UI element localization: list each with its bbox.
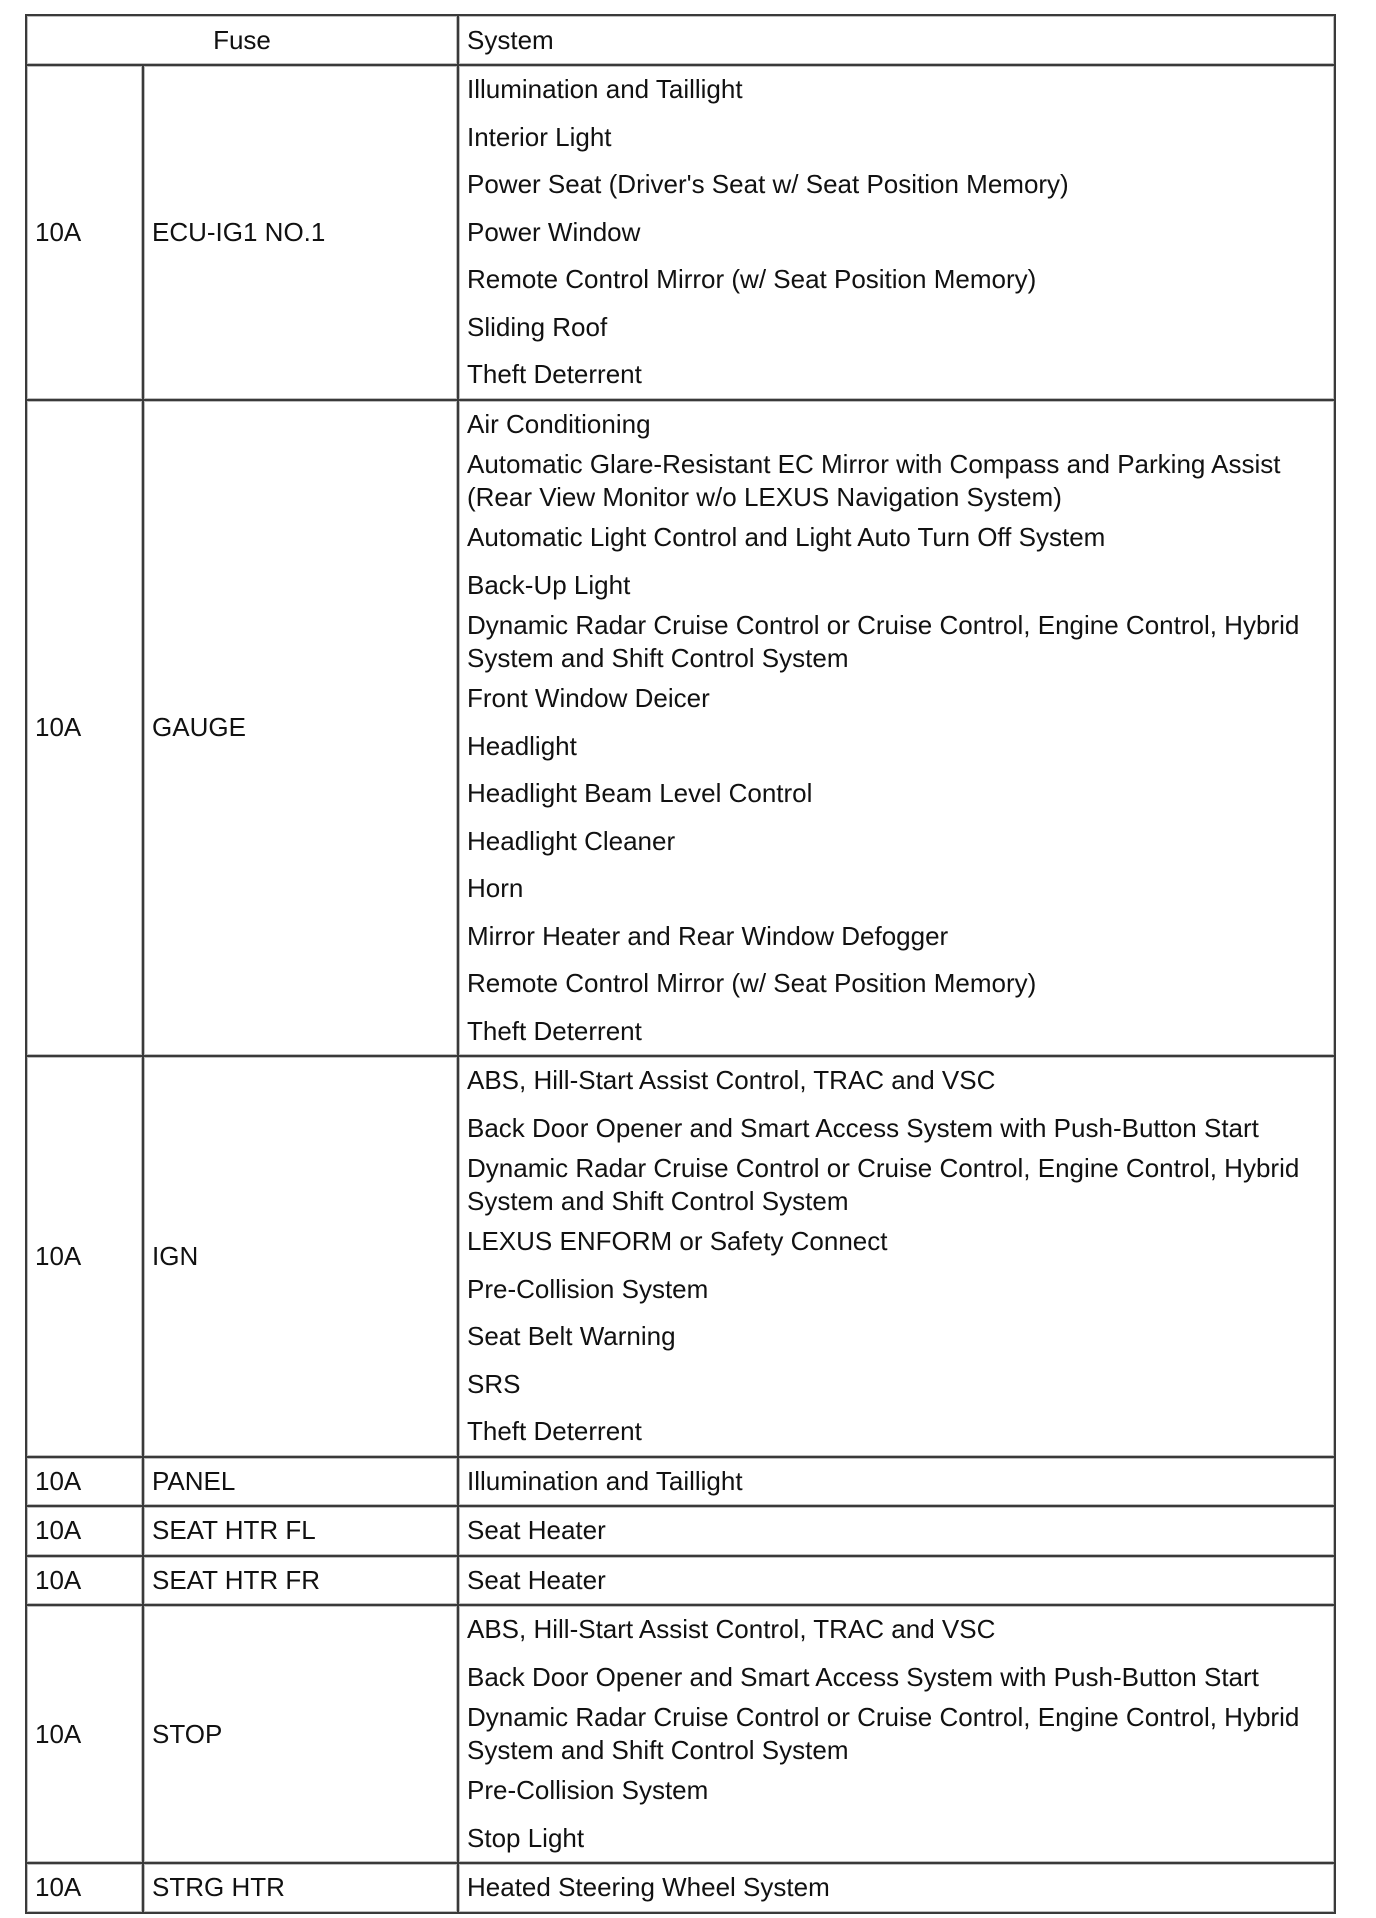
system-item-text: Air Conditioning bbox=[467, 408, 651, 439]
system-item bbox=[467, 1606, 1326, 1654]
system-item bbox=[467, 1701, 1326, 1767]
system-item-text: Headlight Beam Level Control bbox=[467, 778, 813, 809]
system-item bbox=[467, 1767, 1326, 1815]
system-item bbox=[467, 562, 1326, 610]
fuse-name-cell: PANEL bbox=[143, 1457, 458, 1507]
system-item-text: Dynamic Radar Cruise Control or Cruise Control, Engine Control, Hybrid System and Shift Control System bbox=[467, 1702, 1300, 1765]
system-item bbox=[467, 770, 1326, 818]
fuse-system-table bbox=[25, 14, 1336, 1914]
fuse-amperage-cell: 10A bbox=[26, 1457, 143, 1507]
fuse-name-cell: SEAT HTR FL bbox=[143, 1506, 458, 1556]
system-item bbox=[467, 1507, 1326, 1555]
fuse-column-header: Fuse bbox=[26, 15, 458, 65]
system-item-text: LEXUS ENFORM or Safety Connect bbox=[467, 1226, 888, 1257]
system-item bbox=[467, 1313, 1326, 1361]
fuse-amperage-cell: 10A bbox=[26, 400, 143, 1057]
system-item-text: Remote Control Mirror (w/ Seat Position Memory) bbox=[467, 968, 1037, 999]
fuse-amperage-cell: 10A bbox=[26, 1506, 143, 1556]
system-item bbox=[467, 675, 1326, 723]
table-row bbox=[26, 1863, 1335, 1913]
fuse-amperage-cell: 10A bbox=[26, 1605, 143, 1863]
system-item bbox=[467, 1408, 1326, 1456]
system-item-text: Automatic Glare-Resistant EC Mirror with Compass and Parking Assist (Rear View Monitor w/o LEXUS Navigation System) bbox=[467, 449, 1281, 512]
fuse-name-cell: STRG HTR bbox=[143, 1863, 458, 1913]
system-item-text: Interior Light bbox=[467, 121, 612, 152]
table-header-row bbox=[26, 15, 1335, 65]
fuse-amperage-cell: 10A bbox=[26, 1863, 143, 1913]
system-item bbox=[467, 1008, 1326, 1056]
system-item-text: Stop Light bbox=[467, 1822, 585, 1853]
fuse-name-cell: IGN bbox=[143, 1056, 458, 1457]
table-row bbox=[26, 400, 1335, 1057]
system-item bbox=[467, 1458, 1326, 1506]
system-item-text: Seat Heater bbox=[467, 1564, 606, 1595]
system-list-cell bbox=[458, 1605, 1335, 1863]
system-item bbox=[467, 723, 1326, 771]
system-item-text: Seat Heater bbox=[467, 1515, 606, 1546]
table-row bbox=[26, 1605, 1335, 1863]
system-item bbox=[467, 1654, 1326, 1702]
table-row bbox=[26, 1506, 1335, 1556]
system-item bbox=[467, 1266, 1326, 1314]
fuse-name-cell: GAUGE bbox=[143, 400, 458, 1057]
system-item-text: ABS, Hill-Start Assist Control, TRAC and VSC bbox=[467, 1614, 996, 1645]
system-item bbox=[467, 1557, 1326, 1605]
system-item bbox=[467, 351, 1326, 399]
system-item bbox=[467, 1361, 1326, 1409]
system-item-text: Dynamic Radar Cruise Control or Cruise Control, Engine Control, Hybrid System and Shift Control System bbox=[467, 610, 1300, 673]
system-item-text: Mirror Heater and Rear Window Defogger bbox=[467, 920, 949, 951]
system-list-cell bbox=[458, 1056, 1335, 1457]
system-item-text: Dynamic Radar Cruise Control or Cruise Control, Engine Control, Hybrid System and Shift Control System bbox=[467, 1153, 1300, 1216]
system-column-header: System bbox=[458, 15, 1335, 65]
system-item bbox=[467, 514, 1326, 562]
system-item-text: ABS, Hill-Start Assist Control, TRAC and VSC bbox=[467, 1065, 996, 1096]
system-list-cell bbox=[458, 65, 1335, 400]
fuse-amperage-cell: 10A bbox=[26, 1556, 143, 1606]
system-item-text: Back-Up Light bbox=[467, 569, 631, 600]
system-item bbox=[467, 114, 1326, 162]
system-item-text: Back Door Opener and Smart Access System with Push-Button Start bbox=[467, 1661, 1259, 1692]
system-item bbox=[467, 401, 1326, 449]
system-item bbox=[467, 1218, 1326, 1266]
system-list-cell bbox=[458, 1506, 1335, 1556]
table-row bbox=[26, 1556, 1335, 1606]
fuse-name-cell: STOP bbox=[143, 1605, 458, 1863]
system-item-text: Power Window bbox=[467, 216, 641, 247]
system-item-text: Headlight Cleaner bbox=[467, 825, 676, 856]
fuse-name-cell: SEAT HTR FR bbox=[143, 1556, 458, 1606]
fuse-amperage-cell: 10A bbox=[26, 65, 143, 400]
system-item-text: Remote Control Mirror (w/ Seat Position Memory) bbox=[467, 264, 1037, 295]
system-item bbox=[467, 960, 1326, 1008]
system-item-text: Headlight bbox=[467, 730, 577, 761]
system-item-text: Seat Belt Warning bbox=[467, 1321, 676, 1352]
system-item bbox=[467, 209, 1326, 257]
system-list-cell bbox=[458, 400, 1335, 1057]
system-item-text: Theft Deterrent bbox=[467, 1015, 642, 1046]
system-item-text: Theft Deterrent bbox=[467, 359, 642, 390]
system-item-text: Heated Steering Wheel System bbox=[467, 1872, 830, 1903]
system-item-text: Illumination and Taillight bbox=[467, 74, 743, 105]
system-item bbox=[467, 609, 1326, 675]
system-item bbox=[467, 818, 1326, 866]
system-item bbox=[467, 865, 1326, 913]
system-item-text: SRS bbox=[467, 1368, 521, 1399]
fuse-name-cell: ECU-IG1 NO.1 bbox=[143, 65, 458, 400]
system-list-cell bbox=[458, 1457, 1335, 1507]
system-item bbox=[467, 256, 1326, 304]
system-item bbox=[467, 1152, 1326, 1218]
system-item-text: Illumination and Taillight bbox=[467, 1465, 743, 1496]
system-item-text: Power Seat (Driver's Seat w/ Seat Position Memory) bbox=[467, 169, 1069, 200]
system-item bbox=[467, 304, 1326, 352]
system-item bbox=[467, 66, 1326, 114]
system-list-cell bbox=[458, 1863, 1335, 1913]
table-row bbox=[26, 1056, 1335, 1457]
system-item bbox=[467, 448, 1326, 514]
system-item bbox=[467, 1815, 1326, 1863]
system-item-text: Pre-Collision System bbox=[467, 1775, 709, 1806]
system-item bbox=[467, 1105, 1326, 1153]
table-body bbox=[26, 65, 1335, 1913]
system-list-cell bbox=[458, 1556, 1335, 1606]
system-item-text: Back Door Opener and Smart Access System with Push-Button Start bbox=[467, 1112, 1259, 1143]
system-item-text: Horn bbox=[467, 873, 524, 904]
system-item-text: Theft Deterrent bbox=[467, 1416, 642, 1447]
system-item-text: Front Window Deicer bbox=[467, 683, 710, 714]
system-item-text: Automatic Light Control and Light Auto Turn Off System bbox=[467, 522, 1106, 553]
table-row bbox=[26, 65, 1335, 400]
system-item bbox=[467, 161, 1326, 209]
table-row bbox=[26, 1457, 1335, 1507]
system-item bbox=[467, 1864, 1326, 1912]
system-item bbox=[467, 913, 1326, 961]
system-item-text: Pre-Collision System bbox=[467, 1273, 709, 1304]
system-item bbox=[467, 1057, 1326, 1105]
fuse-amperage-cell: 10A bbox=[26, 1056, 143, 1457]
system-item-text: Sliding Roof bbox=[467, 311, 608, 342]
